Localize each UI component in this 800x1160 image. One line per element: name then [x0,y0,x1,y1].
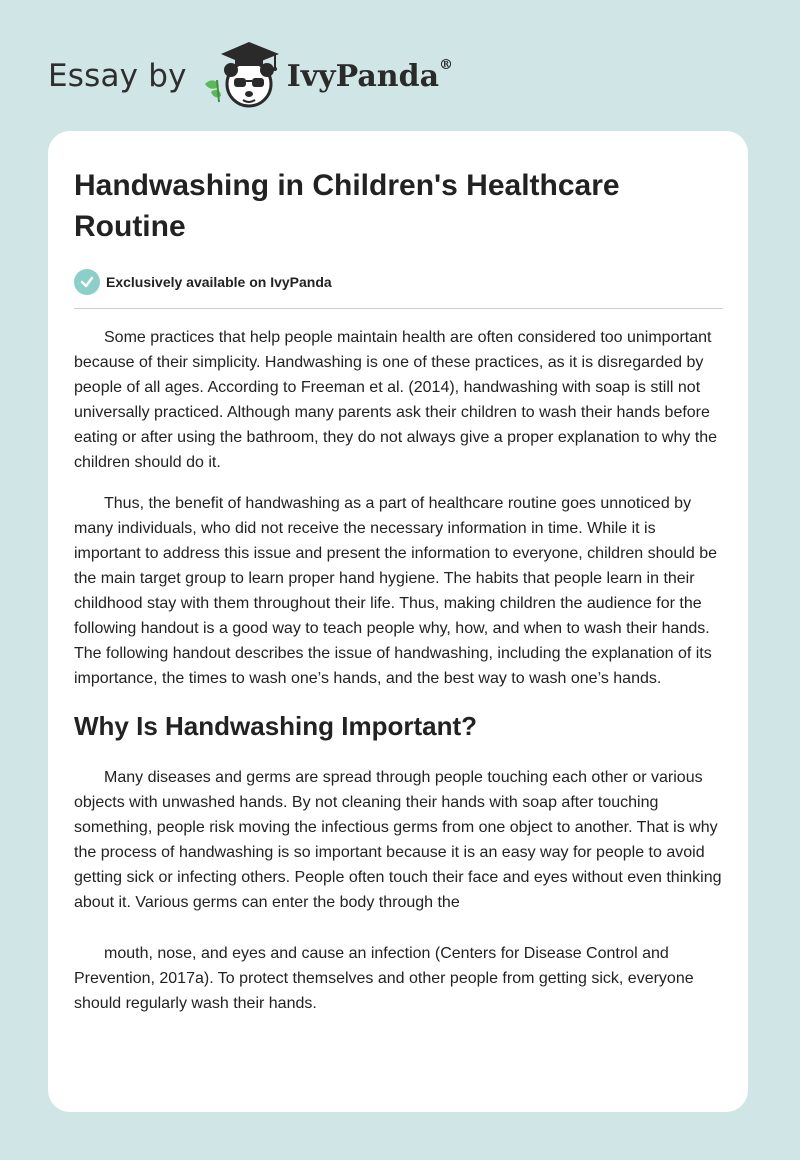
essay-card [48,131,748,1112]
paragraph: Thus, the benefit of handwashing as a part of healthcare routine goes unnoticed by many individuals, who did not receive the necessary information in time. While it is important to address this issue and present the information to everyone, children should be the main target group to learn proper hand hygiene. The habits that people learn in their childhood stay with them throughout their life. Thus, making children the audience for the following handout is a good way to teach people why, how, and when to wash their hands. The following handout describes the issue of handwashing, including the explanation of its importance, the times to wash one’s hands, and the best way to wash one’s hands. [74,495,718,687]
logo-prefix: Essay by [48,58,187,94]
essay-body [74,325,723,1016]
site-logo[interactable] [48,36,453,116]
exclusive-badge-label: Exclusively available on IvyPanda [106,274,332,290]
check-circle-icon [74,269,100,295]
logo-name: IvyPanda® [286,56,454,94]
panda-logo-icon [201,40,285,112]
section-heading: Why Is Handwashing Important? [74,711,478,741]
exclusive-badge [74,269,722,295]
page-title: Handwashing in Children's Healthcare Routine [74,169,620,243]
divider [74,308,723,309]
paragraph: Many diseases and germs are spread through people touching each other or various objects with unwashed hands. By not cleaning their hands with soap after touching something, people risk moving the infectious germs from one object to another. That is why the process of handwashing is so important because it is an easy way for people to avoid getting sick or infecting others. People often touch their face and eyes without even thinking about it. Various germs can enter the body through the [74,769,722,911]
paragraph: mouth, nose, and eyes and cause an infection (Centers for Disease Control and Prevention, 2017a). To protect themselves and other people from getting sick, everyone should regularly wash their hands. [74,945,694,1012]
paragraph: Some practices that help people maintain health are often considered too unimportant because of their simplicity. Handwashing is one of these practices, as it is disregarded by people of all ages. According to Freeman et al. (2014), handwashing with soap is still not universally practiced. Although many parents ask their children to wash their hands before eating or after using the bathroom, they do not always give a proper explanation to why the children should do it. [74,329,718,471]
